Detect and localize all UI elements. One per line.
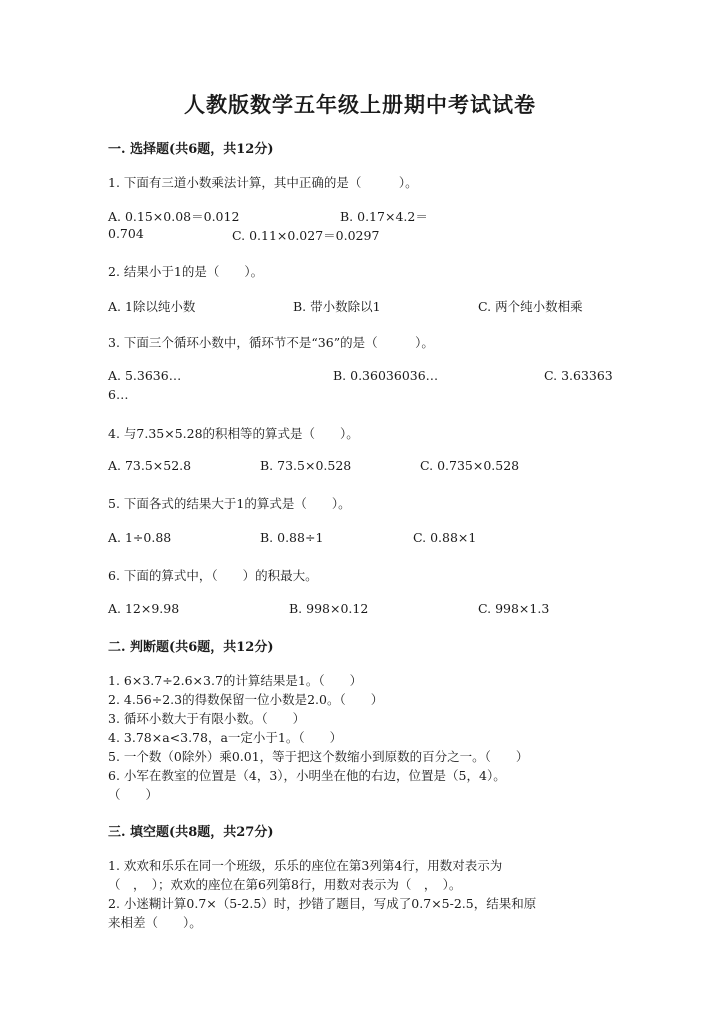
question-stem: 2. 结果小于1的是（ ）。 xyxy=(108,264,264,279)
option-b: B. 0.17×4.2＝ xyxy=(340,209,428,224)
option-c: C. 0.11×0.027＝0.0297 xyxy=(232,228,380,243)
option-a: A. 73.5×52.8 xyxy=(108,458,192,473)
option-c: C. 3.63363 xyxy=(544,368,613,383)
judgement-item: 3. 循环小数大于有限小数。（ ） xyxy=(108,711,306,726)
option-a: A. 1除以纯小数 xyxy=(108,299,196,314)
judgement-item-continued: （ ） xyxy=(108,787,159,802)
page-title: 人教版数学五年级上册期中考试试卷 xyxy=(184,92,536,117)
option-b: B. 998×0.12 xyxy=(289,601,369,616)
option-b: B. 带小数除以1 xyxy=(293,299,381,314)
question-stem: 4. 与7.35×5.28的积相等的算式是（ ）。 xyxy=(108,426,359,441)
section-heading-choice: 一. 选择题(共6题，共12分) xyxy=(108,142,274,157)
fill-blank-item-continued: （ ， ）；欢欢的座位在第6列第8行，用数对表示为（ ， ）。 xyxy=(108,877,462,892)
fill-blank-item: 2. 小迷糊计算0.7×（5-2.5）时，抄错了题目，写成了0.7×5-2.5，结果和原 xyxy=(108,896,537,911)
judgement-item: 6. 小军在教室的位置是（4，3），小明坐在他的右边，位置是（5，4）。 xyxy=(108,768,506,783)
section-heading-judgement: 二. 判断题(共6题，共12分) xyxy=(108,640,274,655)
section-heading-fill-blank: 三. 填空题(共8题，共27分) xyxy=(108,825,274,840)
question-stem: 3. 下面三个循环小数中，循环节不是“36”的是（ ）。 xyxy=(108,335,434,350)
option-a: A. 12×9.98 xyxy=(108,601,180,616)
fill-blank-item-continued: 来相差（ ）。 xyxy=(108,915,202,930)
option-c: C. 0.88×1 xyxy=(413,530,477,545)
question-stem: 6. 下面的算式中，（ ）的积最大。 xyxy=(108,568,318,583)
judgement-item: 5. 一个数（0除外）乘0.01，等于把这个数缩小到原数的百分之一。（ ） xyxy=(108,749,529,764)
fill-blank-item: 1. 欢欢和乐乐在同一个班级，乐乐的座位在第3列第4行，用数对表示为 xyxy=(108,858,503,873)
option-a: A. 0.15×0.08＝0.012 xyxy=(108,209,240,224)
option-c: C. 两个纯小数相乘 xyxy=(478,299,583,314)
option-b-continued: 0.704 xyxy=(108,226,144,241)
judgement-item: 2. 4.56÷2.3的得数保留一位小数是2.0。（ ） xyxy=(108,692,384,707)
option-c: C. 0.735×0.528 xyxy=(420,458,520,473)
option-b: B. 0.88÷1 xyxy=(260,530,324,545)
option-b: B. 0.36036036… xyxy=(333,368,439,383)
option-c-continued: 6… xyxy=(108,387,129,402)
option-a: A. 1÷0.88 xyxy=(108,530,172,545)
judgement-item: 4. 3.78×a<3.78，a一定小于1。（ ） xyxy=(108,730,343,745)
option-b: B. 73.5×0.528 xyxy=(260,458,352,473)
question-stem: 5. 下面各式的结果大于1的算式是（ ）。 xyxy=(108,496,351,511)
option-c: C. 998×1.3 xyxy=(478,601,550,616)
option-a: A. 5.3636… xyxy=(108,368,182,383)
question-stem: 1. 下面有三道小数乘法计算，其中正确的是（ ）。 xyxy=(108,175,418,190)
judgement-item: 1. 6×3.7÷2.6×3.7的计算结果是1。（ ） xyxy=(108,673,363,688)
